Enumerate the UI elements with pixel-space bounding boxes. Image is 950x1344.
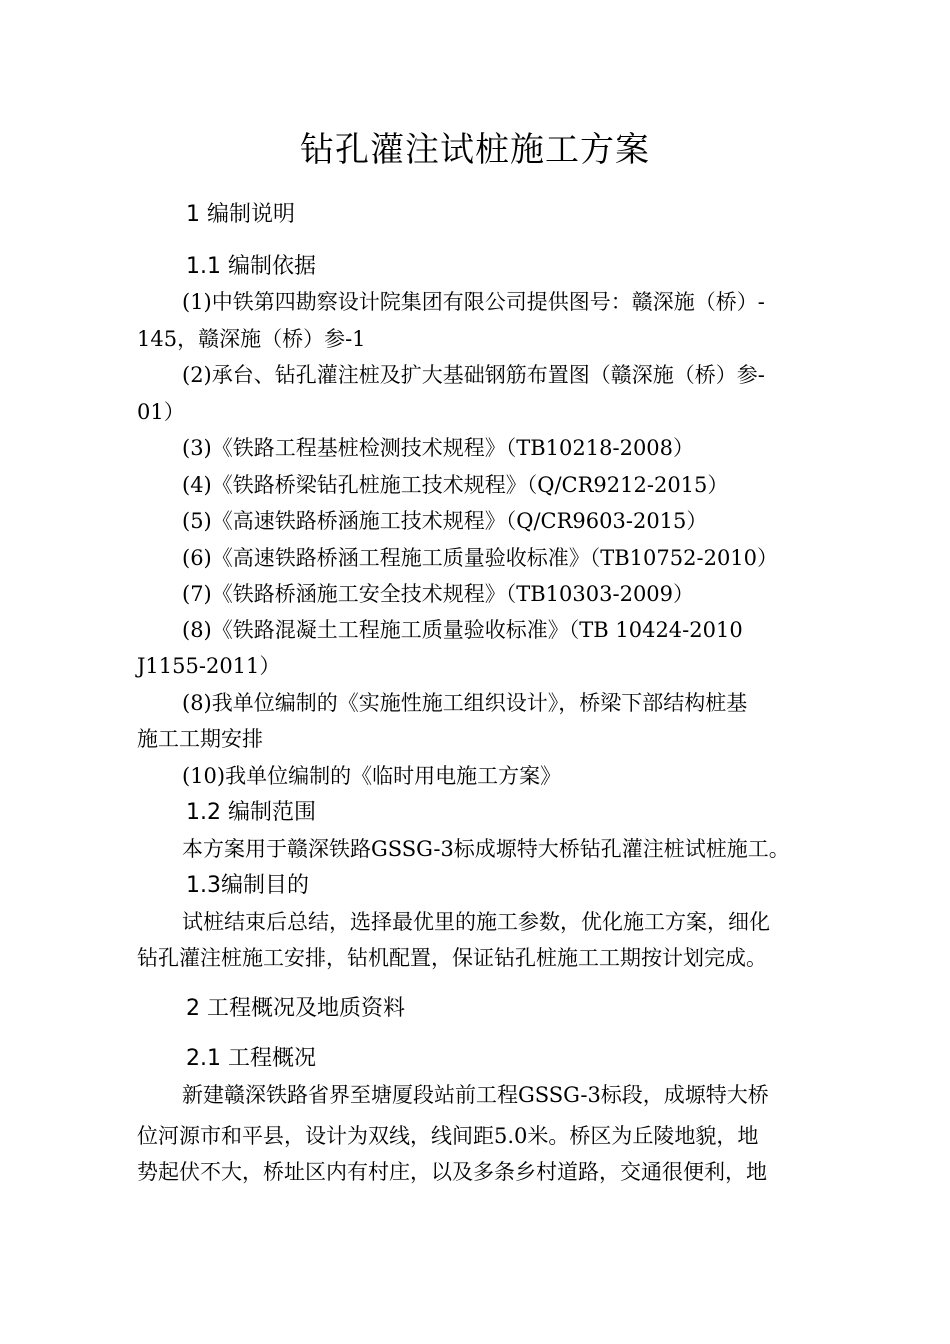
- basis-line-7: (5)《高速铁路桥涵施工技术规程》（Q/CR9603-2015）: [182, 509, 708, 533]
- basis-line-13: 施工工期安排: [137, 727, 263, 751]
- basis-line-9: (7)《铁路桥涵施工安全技术规程》（TB10303-2009）: [182, 582, 695, 606]
- document-title: 钻孔灌注试桩施工方案: [300, 130, 650, 170]
- basis-line-1: (1)中铁第四勘察设计院集团有限公司提供图号：赣深施（桥）-: [182, 290, 765, 314]
- section-heading-1-3: 1.3编制目的: [186, 873, 309, 898]
- basis-line-4: 01）: [137, 400, 185, 424]
- overview-line-1: 新建赣深铁路省界至塘厦段站前工程GSSG-3标段，成塬特大桥: [182, 1083, 769, 1107]
- overview-line-2: 位河源市和平县，设计为双线，线间距5.0米。桥区为丘陵地貌，地: [137, 1124, 759, 1148]
- scope-text: 本方案用于赣深铁路GSSG-3标成塬特大桥钻孔灌注桩试桩施工。: [182, 837, 790, 861]
- basis-line-3: (2)承台、钻孔灌注桩及扩大基础钢筋布置图（赣深施（桥）参-: [182, 363, 765, 387]
- section-heading-1-2: 1.2 编制范围: [186, 800, 316, 825]
- section-heading-2-1: 2.1 工程概况: [186, 1046, 316, 1071]
- basis-line-8: (6)《高速铁路桥涵工程施工质量验收标准》（TB10752-2010）: [182, 546, 779, 570]
- section-heading-1: 1 编制说明: [186, 202, 295, 227]
- overview-line-3: 势起伏不大，桥址区内有村庄，以及多条乡村道路，交通很便利，地: [137, 1160, 767, 1184]
- basis-line-5: (3)《铁路工程基桩检测技术规程》（TB10218-2008）: [182, 436, 695, 460]
- section-heading-1-1: 1.1 编制依据: [186, 254, 316, 279]
- basis-line-2: 145，赣深施（桥）参-1: [137, 327, 366, 351]
- purpose-line-1: 试桩结束后总结，选择最优里的施工参数，优化施工方案，细化: [182, 910, 770, 934]
- basis-line-6: (4)《铁路桥梁钻孔桩施工技术规程》（Q/CR9212-2015）: [182, 473, 729, 497]
- basis-line-10: (8)《铁路混凝土工程施工质量验收标准》（TB 10424-2010: [182, 618, 743, 642]
- basis-line-11: J1155-2011）: [137, 654, 281, 678]
- section-heading-2: 2 工程概况及地质资料: [186, 996, 405, 1021]
- purpose-line-2: 钻孔灌注桩施工安排，钻机配置，保证钻孔桩施工工期按计划完成。: [137, 946, 767, 970]
- basis-line-14: (10)我单位编制的《临时用电施工方案》: [182, 764, 562, 788]
- basis-line-12: (8)我单位编制的《实施性施工组织设计》，桥梁下部结构桩基: [182, 691, 748, 715]
